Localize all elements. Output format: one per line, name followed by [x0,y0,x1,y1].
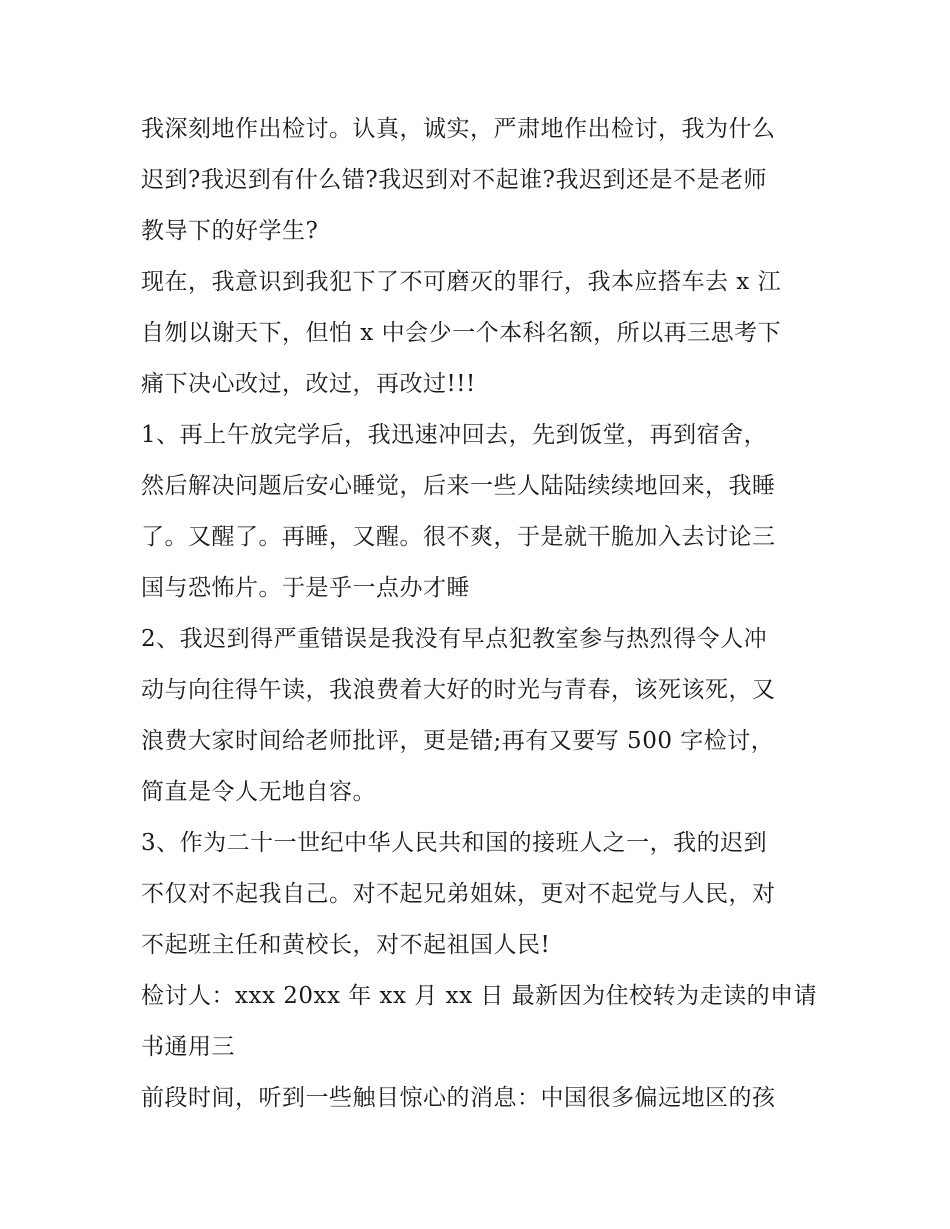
document-body [141,104,821,1124]
paragraph-point-1 [141,410,821,614]
paragraph-next-section [141,1073,821,1124]
paragraph-point-3 [141,818,821,971]
text-line: 教导下的好学生? [141,218,319,244]
text-line: 3、作为二十一世纪中华人民共和国的接班人之一，我的迟到 [141,830,768,856]
text-line: 然后解决问题后安心睡觉，后来一些人陆陆续续地回来，我睡 [141,473,776,499]
text-line: 前段时间，听到一些触目惊心的消息：中国很多偏远地区的孩 [141,1085,776,1111]
text-line: 痛下决心改过，改过，再改过!!! [141,371,476,397]
paragraph-realization [141,257,821,410]
text-line: 现在，我意识到我犯下了不可磨灭的罪行，我本应搭车去 x 江 [141,269,782,295]
paragraph-point-2 [141,614,821,818]
text-line: 浪费大家时间给老师批评，更是错;再有又要写 500 字检讨， [141,728,775,754]
text-line: 自刎以谢天下，但怕 x 中会少一个本科名额，所以再三思考下 [141,320,782,346]
text-line: 书通用三 [141,1034,235,1060]
text-line: 1、再上午放完学后，我迅速冲回去，先到饭堂，再到宿舍， [141,422,768,448]
text-line: 我深刻地作出检讨。认真，诚实，严肃地作出检讨，我为什么 [141,116,776,142]
text-line: 国与恐怖片。于是乎一点办才睡 [141,575,470,601]
text-line: 不仅对不起我自己。对不起兄弟姐妹，更对不起党与人民，对 [141,881,776,907]
text-line: 了。又醒了。再睡，又醒。很不爽，于是就干脆加入去讨论三 [141,524,776,550]
text-line: 2、我迟到得严重错误是我没有早点犯教室参与热烈得令人冲 [141,626,768,652]
text-line: 迟到?我迟到有什么错?我迟到对不起谁?我迟到还是不是老师 [141,167,767,193]
paragraph-signature [141,971,821,1073]
text-line: 动与向往得午读，我浪费着大好的时光与青春，该死该死，又 [141,677,776,703]
paragraph-self-criticism-intro [141,104,821,257]
text-line: 不起班主任和黄校长，对不起祖国人民! [141,932,551,958]
text-line: 检讨人：xxx 20xx 年 xx 月 xx 日 最新因为住校转为走读的申请 [141,983,818,1009]
text-line: 简直是令人无地自容。 [141,779,376,805]
